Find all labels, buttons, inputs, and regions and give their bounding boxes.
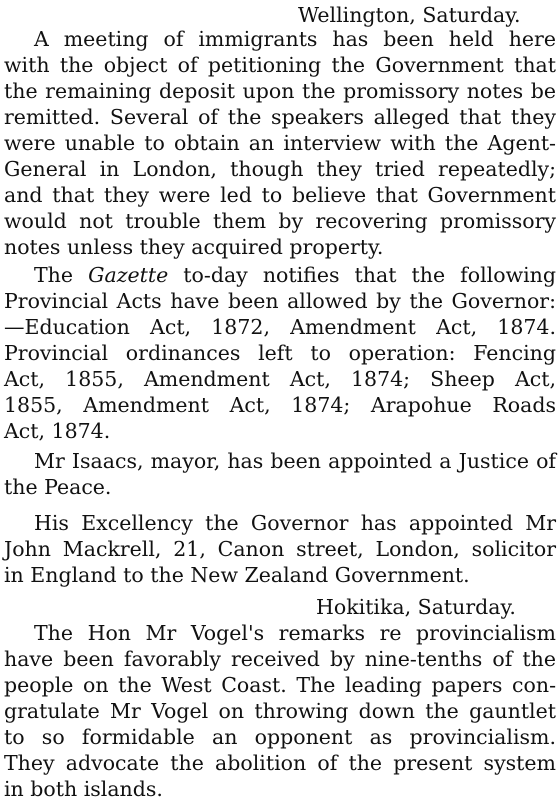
text-line: [4, 262, 556, 288]
text-line: were unable to obtain an interview with the Agent-: [4, 131, 556, 155]
gazette-line-text: The Gazette to-day notifies that the following: [34, 263, 557, 287]
text-line: notes unless they acquired property.: [4, 235, 384, 259]
text-line: 1855, Amendment Act, 1874; Arapohue Roads: [4, 393, 556, 417]
text-line: A meeting of immigrants has been held here: [34, 27, 556, 51]
text-line: —Education Act, 1872, Amendment Act, 1874.: [4, 315, 556, 339]
text-line: His Excellency the Governor has appointed Mr: [34, 511, 556, 535]
text-line: and that they were led to believe that Government: [4, 183, 556, 207]
text-line: Act, 1874.: [4, 419, 111, 443]
text-line: General in London, though they tried repeatedly;: [4, 157, 556, 181]
text-line: in England to the New Zealand Government.: [4, 563, 470, 587]
text-line: the remaining deposit upon the promissory notes be: [4, 79, 556, 103]
text-line: the Peace.: [4, 475, 112, 499]
dateline-hokitika: Hokitika, Saturday.: [316, 595, 516, 619]
text-line: gratulate Mr Vogel on throwing down the gauntlet: [4, 699, 556, 723]
gazette-title-italic: Gazette: [88, 263, 169, 287]
text-line: Provincial Acts have been allowed by the Governor:: [4, 289, 556, 313]
text-line: people on the West Coast. The leading papers con-: [4, 673, 556, 697]
text-line: Mr Isaacs, mayor, has been appointed a Justice of: [34, 449, 556, 473]
text-line: Provincial ordinances left to operation: Fencing: [4, 341, 556, 365]
text-line: John Mackrell, 21, Canon street, London, solicitor: [4, 537, 556, 561]
text-line: to so formidable an opponent as provincialism.: [4, 725, 556, 749]
text-line: would not trouble them by recovering promissory: [4, 209, 556, 233]
dateline-wellington: Wellington, Saturday.: [298, 3, 521, 27]
text-line: They advocate the abolition of the present system: [4, 751, 556, 775]
text-line: Act, 1855, Amendment Act, 1874; Sheep Act,: [4, 367, 556, 391]
text-line: remitted. Several of the speakers alleged that they: [4, 105, 556, 129]
text-line: The Hon Mr Vogel's remarks re provincialism: [34, 621, 556, 645]
text-line: in both islands.: [4, 777, 163, 801]
text-line: with the object of petitioning the Government that: [4, 53, 556, 77]
text-line: have been favorably received by nine-tenths of the: [4, 647, 556, 671]
